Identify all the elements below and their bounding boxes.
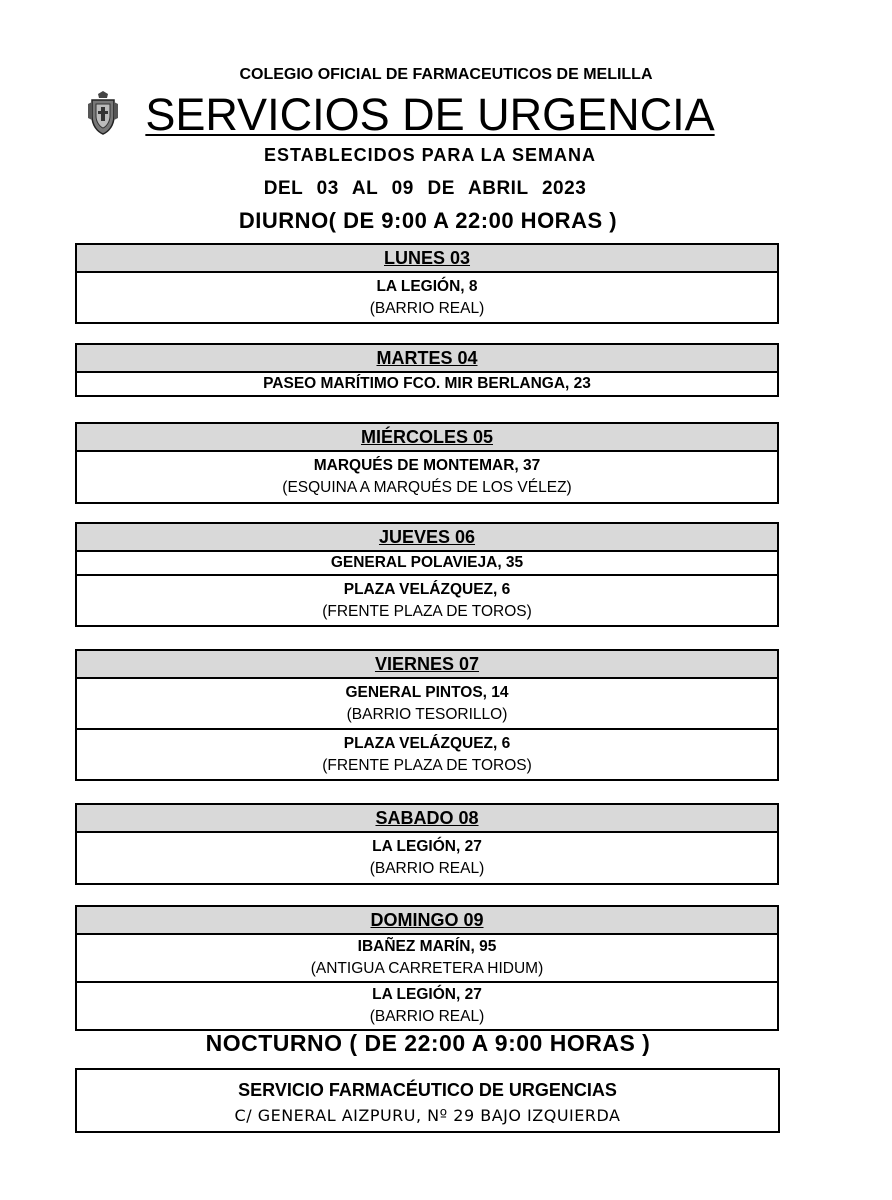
- organization-name: COLEGIO OFICIAL DE FARMACEUTICOS DE MELILLA: [239, 66, 653, 83]
- day-label: VIERNES 07: [77, 651, 777, 679]
- day-label: MIÉRCOLES 05: [77, 424, 777, 452]
- pharmacy-address: IBAÑEZ MARÍN, 95: [357, 938, 497, 955]
- day-card-miercoles: [75, 422, 779, 504]
- pharmacy-note: (ESQUINA A MARQUÉS DE LOS VÉLEZ): [282, 479, 572, 496]
- night-service-address: C/ GENERAL AIZPURU, Nº 29 BAJO IZQUIERDA: [234, 1106, 621, 1125]
- day-card-viernes: [75, 649, 779, 781]
- pharmacy-address: PLAZA VELÁZQUEZ, 6: [343, 581, 511, 598]
- date-range: DEL 03 AL 09 DE ABRIL 2023: [263, 178, 587, 199]
- night-schedule-heading: NOCTURNO ( DE 22:00 A 9:00 HORAS ): [205, 1030, 651, 1056]
- pharmacy-address: MARQUÉS DE MONTEMAR, 37: [313, 457, 541, 474]
- day-card-domingo: [75, 905, 779, 1031]
- pharmacy-address: GENERAL POLAVIEJA, 35: [330, 554, 524, 571]
- pharmacy-entry: [77, 574, 777, 625]
- page-title: SERVICIOS DE URGENCIA: [145, 89, 715, 140]
- pharmacy-note: (FRENTE PLAZA DE TOROS): [322, 603, 532, 620]
- day-label: MARTES 04: [77, 345, 777, 373]
- pharmacy-note: (FRENTE PLAZA DE TOROS): [322, 757, 532, 774]
- coat-of-arms-icon: [86, 90, 120, 136]
- pharmacy-address: LA LEGIÓN, 27: [372, 838, 482, 855]
- page-subtitle: ESTABLECIDOS PARA LA SEMANA: [263, 145, 596, 165]
- pharmacy-note: (BARRIO TESORILLO): [346, 706, 508, 723]
- pharmacy-address: PLAZA VELÁZQUEZ, 6: [343, 735, 511, 752]
- pharmacy-entry: [77, 452, 777, 502]
- day-card-lunes: [75, 243, 779, 324]
- pharmacy-entry: [77, 728, 777, 779]
- pharmacy-entry: [77, 935, 777, 981]
- day-card-martes: [75, 343, 779, 397]
- pharmacy-entry: [77, 552, 777, 574]
- pharmacy-address: LA LEGIÓN, 8: [376, 278, 478, 295]
- day-label: LUNES 03: [77, 245, 777, 273]
- day-card-jueves: [75, 522, 779, 627]
- pharmacy-entry: [77, 373, 777, 395]
- night-service-name: SERVICIO FARMACÉUTICO DE URGENCIAS: [238, 1080, 617, 1100]
- pharmacy-entry: [77, 981, 777, 1029]
- pharmacy-note: (BARRIO REAL): [369, 860, 485, 877]
- daytime-schedule-heading: DIURNO( DE 9:00 A 22:00 HORAS ): [238, 208, 618, 233]
- pharmacy-address: GENERAL PINTOS, 14: [345, 684, 509, 701]
- pharmacy-entry: [77, 273, 777, 322]
- day-label: SABADO 08: [77, 805, 777, 833]
- pharmacy-note: (BARRIO REAL): [369, 1008, 485, 1025]
- day-label: DOMINGO 09: [77, 907, 777, 935]
- pharmacy-note: (BARRIO REAL): [369, 300, 485, 317]
- pharmacy-address: PASEO MARÍTIMO FCO. MIR BERLANGA, 23: [263, 375, 591, 392]
- pharmacy-note: (ANTIGUA CARRETERA HIDUM): [310, 960, 544, 977]
- day-card-sabado: [75, 803, 779, 885]
- day-label: JUEVES 06: [77, 524, 777, 552]
- pharmacy-entry: [77, 833, 777, 883]
- pharmacy-entry: [77, 679, 777, 728]
- night-service-box: [75, 1068, 780, 1133]
- pharmacy-address: LA LEGIÓN, 27: [372, 986, 482, 1003]
